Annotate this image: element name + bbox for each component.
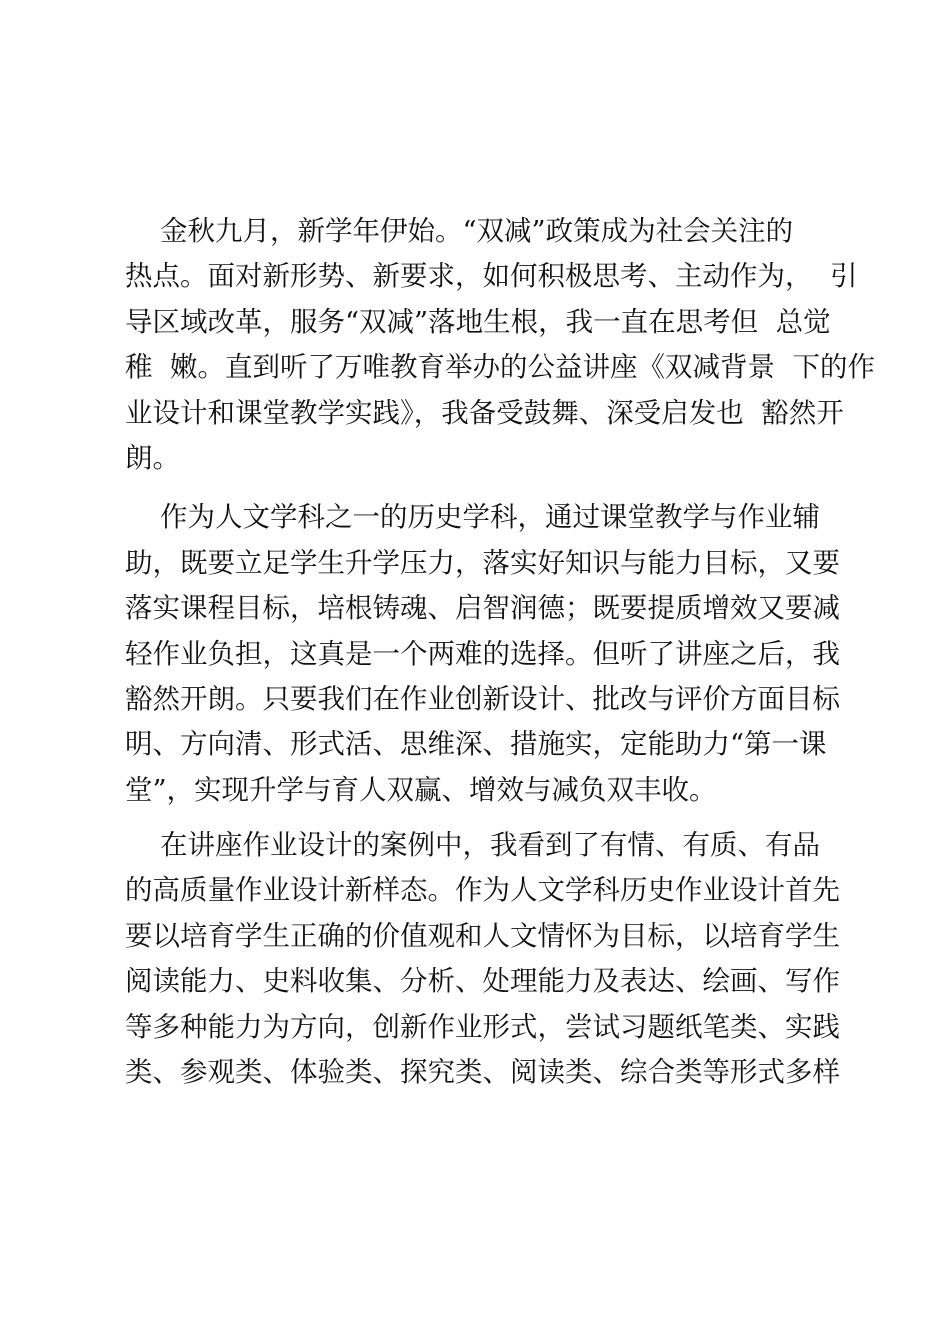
paragraph-line: 金秋九月，新学年伊始。“双减”政策成为社会关注的 bbox=[125, 215, 794, 247]
paragraph-3 bbox=[125, 823, 840, 1095]
paragraph-line: 要以培育学生正确的价值观和人文情怀为目标，以培育学生 bbox=[125, 919, 840, 952]
paragraph-line: 明、方向清、形式活、思维深、措施实，定能助力“第一课 bbox=[125, 728, 827, 761]
paragraph-line: 阅读能力、史料收集、分析、处理能力及表达、绘画、写作 bbox=[125, 965, 840, 998]
paragraph-2 bbox=[125, 495, 840, 813]
paragraph-line: 豁然开朗。只要我们在作业创新设计、批改与评价方面目标 bbox=[125, 682, 840, 715]
paragraph-line: 的高质量作业设计新样态。作为人文学科历史作业设计首先 bbox=[125, 874, 840, 907]
paragraph-line: 作为人文学科之一的历史学科，通过课堂教学与作业辅 bbox=[125, 501, 820, 534]
paragraph-line: 朗。 bbox=[125, 441, 180, 474]
paragraph-line: 业设计和课堂教学实践》，我备受鼓舞、深受启发也 豁然开 bbox=[125, 396, 844, 429]
paragraph-line: 导区域改革，服务“双减”落地生根，我一直在思考但 总觉 bbox=[125, 305, 831, 338]
paragraph-line: 类、参观类、体验类、探究类、阅读类、综合类等形式多样 bbox=[125, 1056, 840, 1089]
paragraph-line: 热点。面对新形势、新要求，如何积极思考、主动作为， 引 bbox=[125, 260, 858, 293]
paragraph-line: 助，既要立足学生升学压力，落实好知识与能力目标，又要 bbox=[125, 546, 840, 579]
paragraph-line: 稚 嫩。直到听了万唯教育举办的公益讲座《双减背景 下的作 bbox=[125, 351, 875, 384]
paragraph-1 bbox=[125, 209, 875, 481]
paragraph-line: 等多种能力为方向，创新作业形式，尝试习题纸笔类、实践 bbox=[125, 1010, 840, 1043]
paragraph-line: 在讲座作业设计的案例中，我看到了有情、有质、有品 bbox=[125, 829, 820, 862]
paragraph-line: 轻作业负担，这真是一个两难的选择。但听了讲座之后，我 bbox=[125, 637, 840, 670]
paragraph-line: 落实课程目标，培根铸魂、启智润德；既要提质增效又要减 bbox=[125, 592, 840, 625]
paragraph-line: 堂”，实现升学与育人双赢、增效与减负双丰收。 bbox=[125, 773, 717, 806]
document-body bbox=[125, 209, 875, 1095]
